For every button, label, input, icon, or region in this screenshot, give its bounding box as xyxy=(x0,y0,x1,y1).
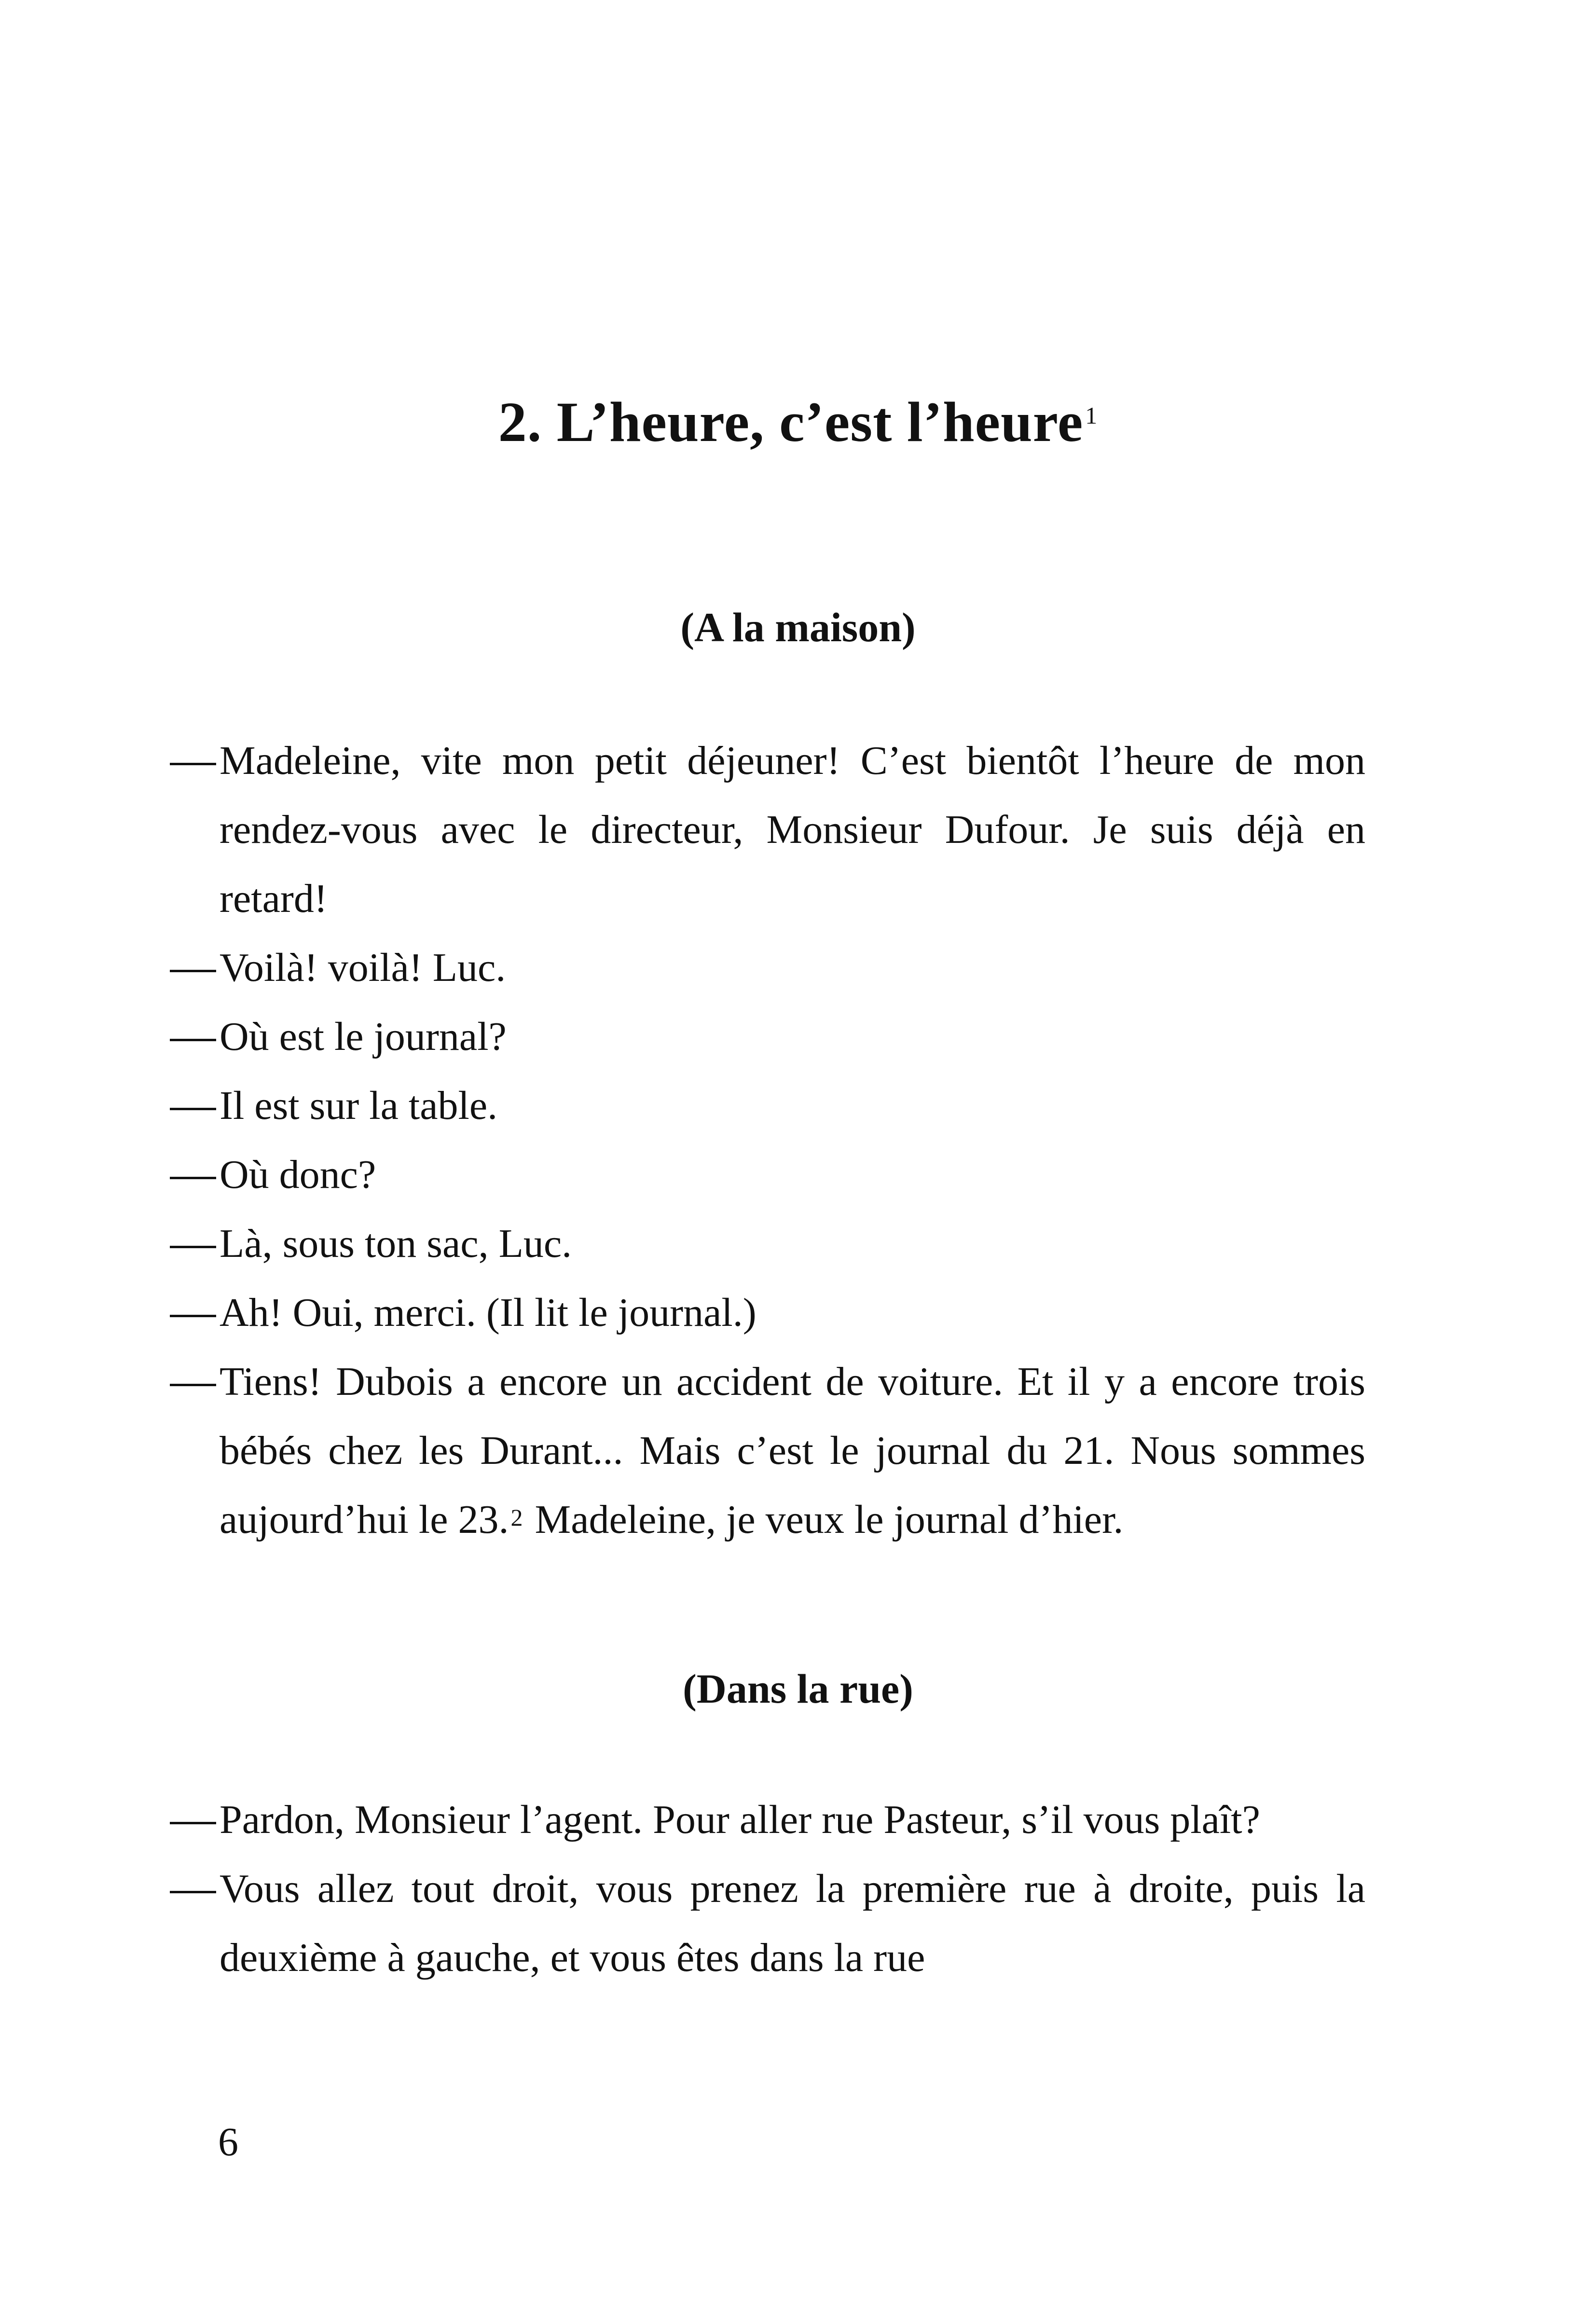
dialogue-line: Voilà! voilà! Luc. xyxy=(220,945,506,990)
section-heading-maison: (A la maison) xyxy=(680,604,916,650)
page-number: 6 xyxy=(218,2120,238,2164)
dialogue-line: Vous allez tout droit, vous prenez la première rue à droite, puis la deuxième à gauche, et vous êtes dans la rue xyxy=(220,1866,1365,1980)
footnote-ref-1: 1 xyxy=(1085,402,1098,429)
chapter-title-text: L’heure, c’est l’heure xyxy=(556,390,1084,454)
footnote-ref-2: 2 xyxy=(510,1504,523,1531)
dialogue-rue xyxy=(169,1785,1365,1992)
dialogue-line: Madeleine, vite mon petit déjeuner! C’est bientôt l’heure de mon rendez-vous avec le directeur, Monsieur Dufour. Je suis déjà en retard! xyxy=(220,738,1365,921)
section-heading-rue: (Dans la rue) xyxy=(683,1666,913,1712)
dialogue-maison xyxy=(169,726,1365,1554)
dialogue-line: Pardon, Monsieur l’agent. Pour aller rue Pasteur, s’il vous plaît? xyxy=(220,1797,1260,1842)
chapter-title xyxy=(0,386,1596,458)
dialogue-line: Il est sur la table. xyxy=(220,1083,498,1128)
dialogue-line: Ah! Oui, merci. (Il lit le journal.) xyxy=(220,1290,757,1335)
chapter-number: 2. xyxy=(498,390,542,454)
dialogue-line: Tiens! Dubois a encore un accident de voiture. Et il y a encore trois bébés chez les Durant... Mais c’est le journal du 21. Nous sommes aujourd’hui le 23.$^2$ Madeleine, je veux le journal d’hier. xyxy=(220,1359,1365,1542)
dialogue-line: Où donc? xyxy=(220,1152,376,1197)
dialogue-line: Où est le journal? xyxy=(220,1014,507,1059)
dialogue-line: Là, sous ton sac, Luc. xyxy=(220,1221,572,1266)
